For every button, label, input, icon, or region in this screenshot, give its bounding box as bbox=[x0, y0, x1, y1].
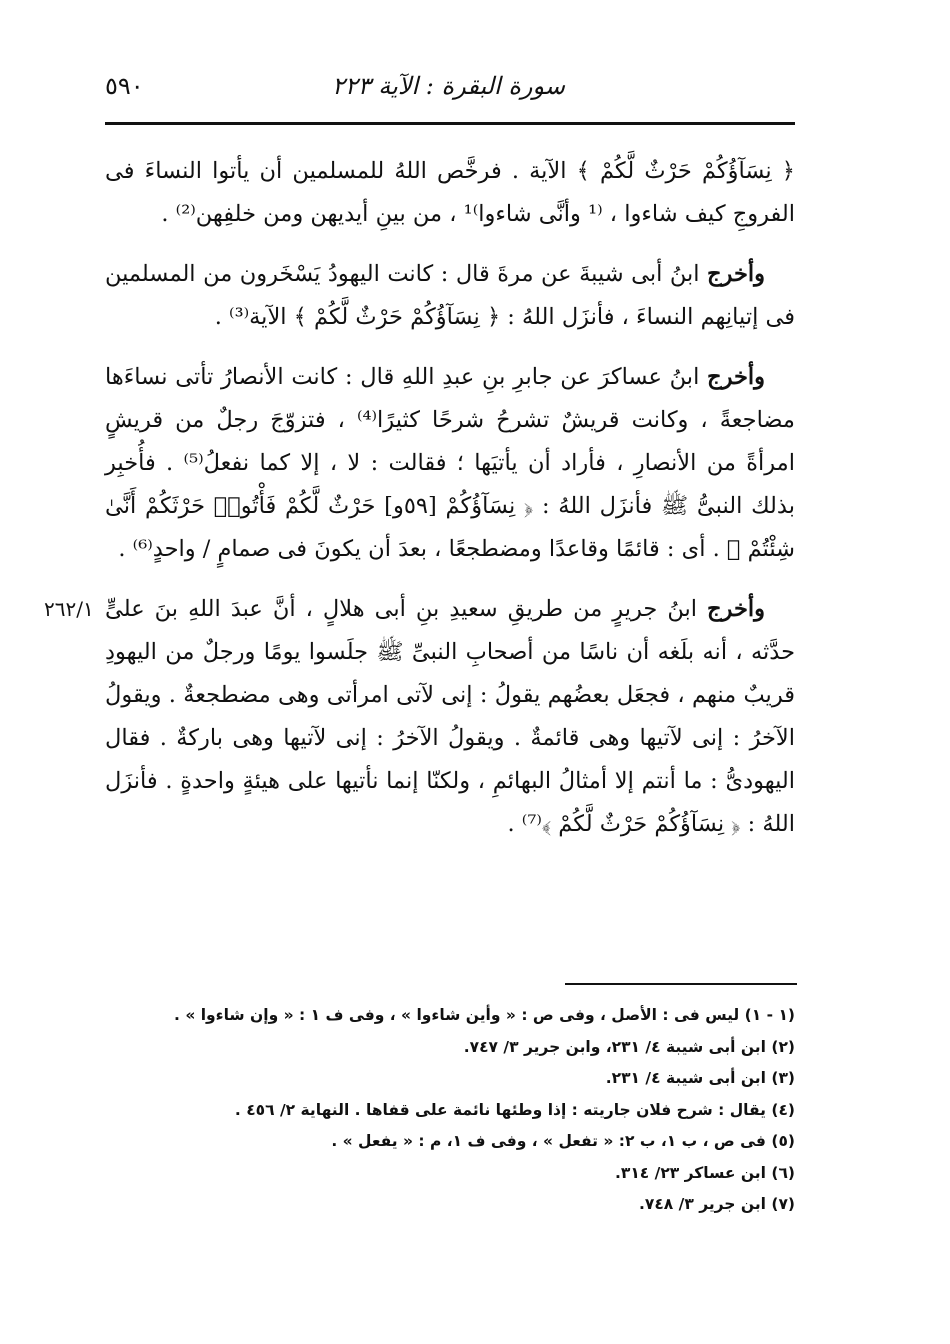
page-number: ٥٩٠ bbox=[105, 72, 144, 100]
paragraph-text: ابنُ جريرٍ من طريقِ سعيدِ بنِ أبى هلالٍ ، أنَّ عبدَ اللهِ بنَ علىٍّ حدَّثه ، أنه بلَغه أن ناسًا من أصحابِ النبىِّ ﷺ جلَسوا يومًا ورجلٌ من اليهودِ قريبٌ منهم ، فجعَل بعضُهم يقولُ : إنى لآتى امرأتى وهى مضطجعةٌ . ويقولُ الآخرُ : إنى لآتيها وهى قائمةٌ . ويقولُ الآخرُ : إنى لآتيها وهى باركةٌ . فقال اليهودىُّ : ما أنتم إلا أمثالُ البهائمِ ، ولكنّا إنما نأتيها على هيئةٍ واحدةٍ . فأنزَل اللهُ : ﴿ نِسَآؤُكُمْ حَرْثٌ لَّكُمْ ﴾⁽⁷⁾ . bbox=[105, 596, 795, 837]
margin-reference: ٢٦٢/١ bbox=[44, 597, 94, 621]
page-header bbox=[105, 70, 795, 110]
paragraph bbox=[105, 150, 795, 236]
paragraph-lead: وأخرج bbox=[707, 364, 766, 390]
footnote: (٤) يقال : شرح فلان جاريته : إذا وطئها نائمة على قفاها . النهاية ٢/ ٤٥٦ . bbox=[234, 1100, 795, 1119]
paragraph-text: ابنُ عساكرَ عن جابرِ بنِ عبدِ اللهِ قال : كانت الأنصارُ تأتى نساءَها مضاجعةً ، وكانت قريشٌ تشرحُ شرحًا كثيرًا⁽⁴⁾ ، فتزوّجَ رجلٌ من قريشٍ امرأةً من الأنصارِ ، فأراد أن يأتيَها ؛ فقالت : لا ، إلا كما نفعلُ⁽⁵⁾ . فأُخبِر بذلك النبىُّ ﷺ فأنزَل اللهُ : ﴿ نِسَآؤُكُمْ [٥٩و] حَرْثٌ لَّكُمْ فَأْتُوا۟ حَرْثَكُمْ أَنَّىٰ شِئْتُمْ ﴾ . أى : قائمًا وقاعدًا ومضطجعًا ، بعدَ أن يكونَ فى صمامٍ / واحدٍ⁽⁶⁾ . bbox=[105, 364, 795, 562]
footnotes bbox=[105, 1000, 795, 1221]
footnote: (٧) ابن جرير ٣/ ٧٤٨. bbox=[638, 1195, 795, 1213]
paragraph-lead: وأخرج bbox=[707, 261, 765, 287]
main-text bbox=[105, 150, 795, 863]
header-rule bbox=[105, 122, 795, 125]
paragraph-text: ﴿ نِسَآؤُكُمْ حَرْثٌ لَّكُمْ ﴾ الآية . فرخَّص اللهُ للمسلمين أن يأتوا النساءَ فى الفروجِ كيف شاءوا ، ⁽¹ وأنَّى شاءوا⁾¹ ، من بينِ أيديهن ومن خلفِهن⁽²⁾ . bbox=[105, 158, 795, 227]
paragraph-text: ابنُ أبى شيبةَ عن مرةَ قال : كانت اليهودُ يَسْخَرون من المسلمين فى إتيانِهم النساءَ ، فأنزَل اللهُ : ﴿ نِسَآؤُكُمْ حَرْثٌ لَّكُمْ ﴾ الآية⁽³⁾ . bbox=[105, 261, 795, 330]
footnote-rule bbox=[565, 983, 797, 985]
footnote: (٦) ابن عساكر ٢٣/ ٣١٤. bbox=[614, 1163, 795, 1182]
paragraph bbox=[105, 356, 795, 571]
footnote: (٥) فى ص ، ب ١، ب ٢: « تفعل » ، وفى ف ١، م : « يفعل » . bbox=[331, 1132, 795, 1150]
footnote: (٢) ابن أبى شيبة ٤/ ٢٣١، وابن جرير ٣/ ٧٤٧. bbox=[463, 1037, 795, 1056]
footnote: (٣) ابن أبى شيبة ٤/ ٢٣١. bbox=[605, 1069, 795, 1087]
paragraph bbox=[105, 588, 795, 846]
running-title: سورة البقرة : الآية ٢٢٣ bbox=[331, 72, 565, 100]
paragraph-lead: وأخرج bbox=[707, 596, 765, 622]
paragraph bbox=[105, 253, 795, 339]
footnote: (١ - ١) ليس فى : الأصل ، وفى ص : « وأين شاءوا » ، وفى ف ١ : « وإن شاءوا » . bbox=[174, 1006, 795, 1024]
